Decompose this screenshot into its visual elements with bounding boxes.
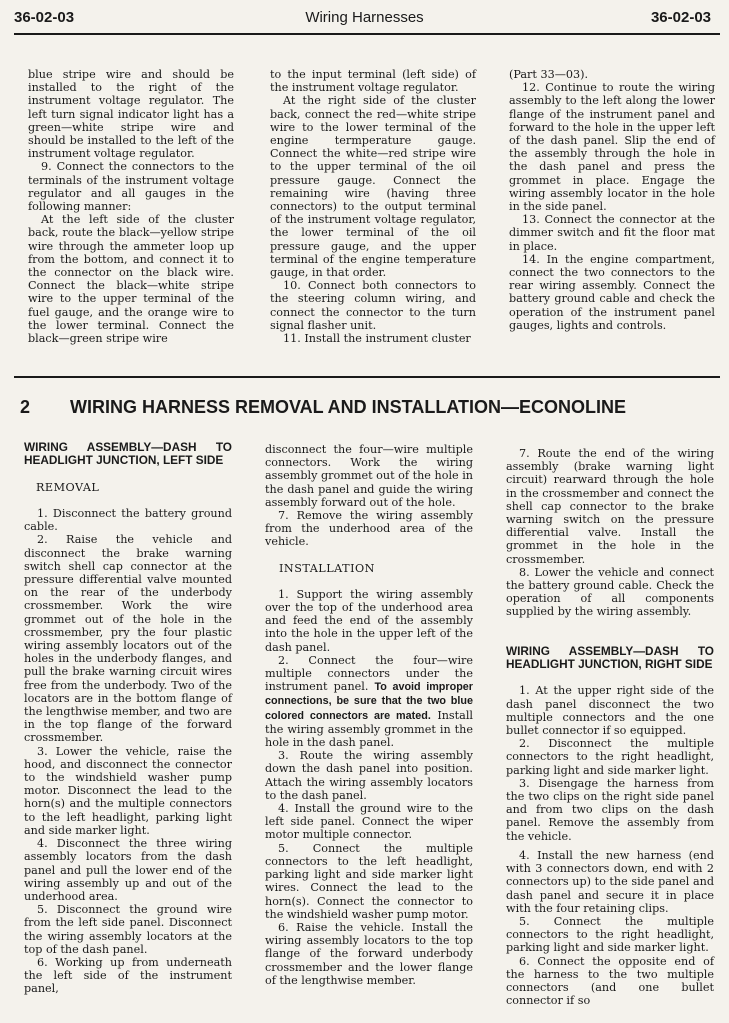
paragraph: 3. Lower the vehicle, raise the hood, and disconnect the connector to the windshield washer pump motor. Disconnect the lead to the horn(s) and the multiple connectors to the left headlight, parking light and side marker light. [24, 744, 232, 837]
paragraph: 5. Connect the multiple connectors to the right headlight, parking light and side marker light. [506, 914, 714, 955]
paragraph-with-warning [265, 654, 473, 749]
paragraph: 8. Lower the vehicle and connect the battery ground cable. Check the operation of all components supplied by the wiring assembly. [506, 565, 714, 619]
paragraph: 12. Continue to route the wiring assembly to the left along the lower flange of the instrument panel and forward to the hole in the upper left of the dash panel. Slip the end of the assembly through the hole in the dash panel and press the grommet in place. Engage the wiring assembly locator in the hole in the side panel. [509, 81, 715, 214]
paragraph: 3. Route the wiring assembly down the dash panel into position. Attach the wiring assembly locators to the dash panel. [265, 749, 473, 802]
page-number-left: 36-02-03 [14, 9, 75, 26]
warning-text: To avoid improper connections, be sure that the two blue colored connectors are mated. [265, 681, 473, 722]
paragraph: 10. Connect both connectors to the steering column wiring, and connect the connector to the turn signal flasher unit. [270, 279, 476, 332]
bottom-column-3 [506, 447, 714, 1007]
paragraph: 5. Disconnect the ground wire from the left side panel. Disconnect the wiring assembly locators at the top of the dash panel. [24, 903, 232, 956]
paragraph: 11. Install the instrument cluster [283, 332, 471, 346]
subsection-heading: WIRING ASSEMBLY—DASH TO HEADLIGHT JUNCTION, LEFT SIDE [24, 440, 232, 468]
top-column-1 [28, 68, 234, 345]
paragraph: 4. Install the new harness (end with 3 connectors down, end with 2 connectors up) to the side panel and dash panel and secure it in place with the four retaining clips. [506, 848, 714, 915]
bottom-column-1 [24, 441, 232, 996]
paragraph: 7. Remove the wiring assembly from the underhood area of the vehicle. [265, 509, 473, 549]
paragraph: At the right side of the cluster back, connect the red—white stripe wire to the lower terminal of the engine termperature gauge. Connect the white—red stripe wire to the upper terminal of the oil pressure gauge. Connect the remaining wire (having three connectors) to the output terminal of the instrument voltage regulator, the lower terminal of the oil pressure gauge, and the upper terminal of the engine temperature gauge, in that order. [270, 94, 476, 280]
page-number-right: 36-02-03 [650, 9, 711, 26]
paragraph: 13. Connect the connector at the dimmer switch and fit the floor mat in place. [509, 213, 715, 253]
section-heading [20, 397, 626, 418]
paragraph: 6. Connect the opposite end of the harness to the two multiple connectors (and one bullet connector if so [506, 954, 714, 1008]
paragraph: blue stripe wire and should be installed to the right of the instrument voltage regulator. The left turn signal indicator light has a green—white stripe wire and should be installed to the left of the instrument voltage regulator. [28, 68, 234, 161]
header-rule [14, 33, 720, 35]
paragraph: 14. In the engine compartment, connect the two connectors to the rear wiring assembly. Connect the battery ground cable and check the operation of the instrument panel gauges, lights and controls. [509, 252, 715, 332]
paragraph: 1. At the upper right side of the dash panel disconnect the two multiple connectors and the one bullet connector if so equipped. [506, 684, 714, 738]
running-title: Wiring Harnesses [305, 9, 424, 26]
paragraph: to the input terminal (left side) of the instrument voltage regulator. [270, 68, 476, 95]
paragraph: (Part 33—03). [509, 68, 589, 81]
paragraph: 6. Working up from underneath the left side of the instrument panel, [24, 955, 232, 996]
top-column-2 [270, 68, 476, 345]
subsection-heading: WIRING ASSEMBLY—DASH TO HEADLIGHT JUNCTION, RIGHT SIDE [506, 643, 714, 672]
subsection-subheading: INSTALLATION [279, 561, 375, 575]
paragraph: 4. Disconnect the three wiring assembly locators from the dash panel and pull the lower end of the wiring assembly up and out of the underhood area. [24, 837, 232, 903]
paragraph: 3. Disengage the harness from the two clips on the right side panel and from two clips on the dash panel. Remove the assembly from the vehicle. [506, 776, 714, 843]
paragraph-text: Install the wiring assembly grommet in the hole in the dash panel. [265, 708, 473, 750]
paragraph: 6. Raise the vehicle. Install the wiring assembly locators to the top flange of the forward underbody crossmember and the lower flange of the lengthwise member. [265, 920, 473, 987]
paragraph: 2. Disconnect the multiple connectors to the right headlight, parking light and side marker light. [506, 737, 714, 777]
paragraph-text: 2. Connect the four—wire multiple connectors under the instrument panel. [265, 653, 473, 694]
paragraph: 1. Disconnect the battery ground cable. [24, 507, 232, 534]
top-column-3 [509, 68, 715, 332]
section-title: WIRING HARNESS REMOVAL AND INSTALLATION—ECONOLINE [70, 397, 626, 417]
paragraph: disconnect the four—wire multiple connectors. Work the wiring assembly grommet out of the hole in the dash panel and guide the wiring assembly forward out of the hole. [265, 443, 473, 509]
section-rule [14, 376, 720, 378]
paragraph: At the left side of the cluster back, route the black—yellow stripe wire through the ammeter loop up from the bottom, and connect it to the connector on the black wire. Connect the black—white stripe wire to the upper terminal of the fuel gauge, and the orange wire to the lower terminal. Connect the black—green stripe wire [28, 213, 234, 346]
bottom-column-2 [265, 443, 473, 987]
paragraph: 4. Install the ground wire to the left side panel. Connect the wiper motor multiple connector. [265, 802, 473, 842]
paragraph: 9. Connect the connectors to the terminals of the instrument voltage regulator and all gauges in the following manner: [28, 160, 234, 214]
page-header [0, 0, 729, 30]
subsection-subheading: REMOVAL [36, 480, 100, 494]
paragraph: 1. Support the wiring assembly over the top of the underhood area and feed the end of the assembly into the hole in the upper left of the dash panel. [265, 587, 473, 654]
paragraph: 5. Connect the multiple connectors to the left headlight, parking light and side marker light wires. Connect the lead to the horn(s). Connect the connector to the windshield washer pump motor. [265, 841, 473, 921]
paragraph: 2. Raise the vehicle and disconnect the brake warning switch shell cap connector at the pressure differential valve mounted on the rear of the underbody crossmember. Work the wire grommet out of the hole in the crossmember, pry the four plastic wiring assembly locators out of the holes in the underbody flanges, and pull the brake warning circuit wires free from the underbody. Two of the locators are in the bottom flange of the lengthwise member, and two are in the top flange of the forward crossmember. [24, 533, 232, 745]
paragraph: 7. Route the end of the wiring assembly (brake warning light circuit) rearward through the hole in the crossmember and connect the shell cap connector to the brake warning switch on the pressure differential valve. Install the grommet in the hole in the crossmember. [506, 447, 714, 566]
section-number: 2 [20, 397, 31, 417]
